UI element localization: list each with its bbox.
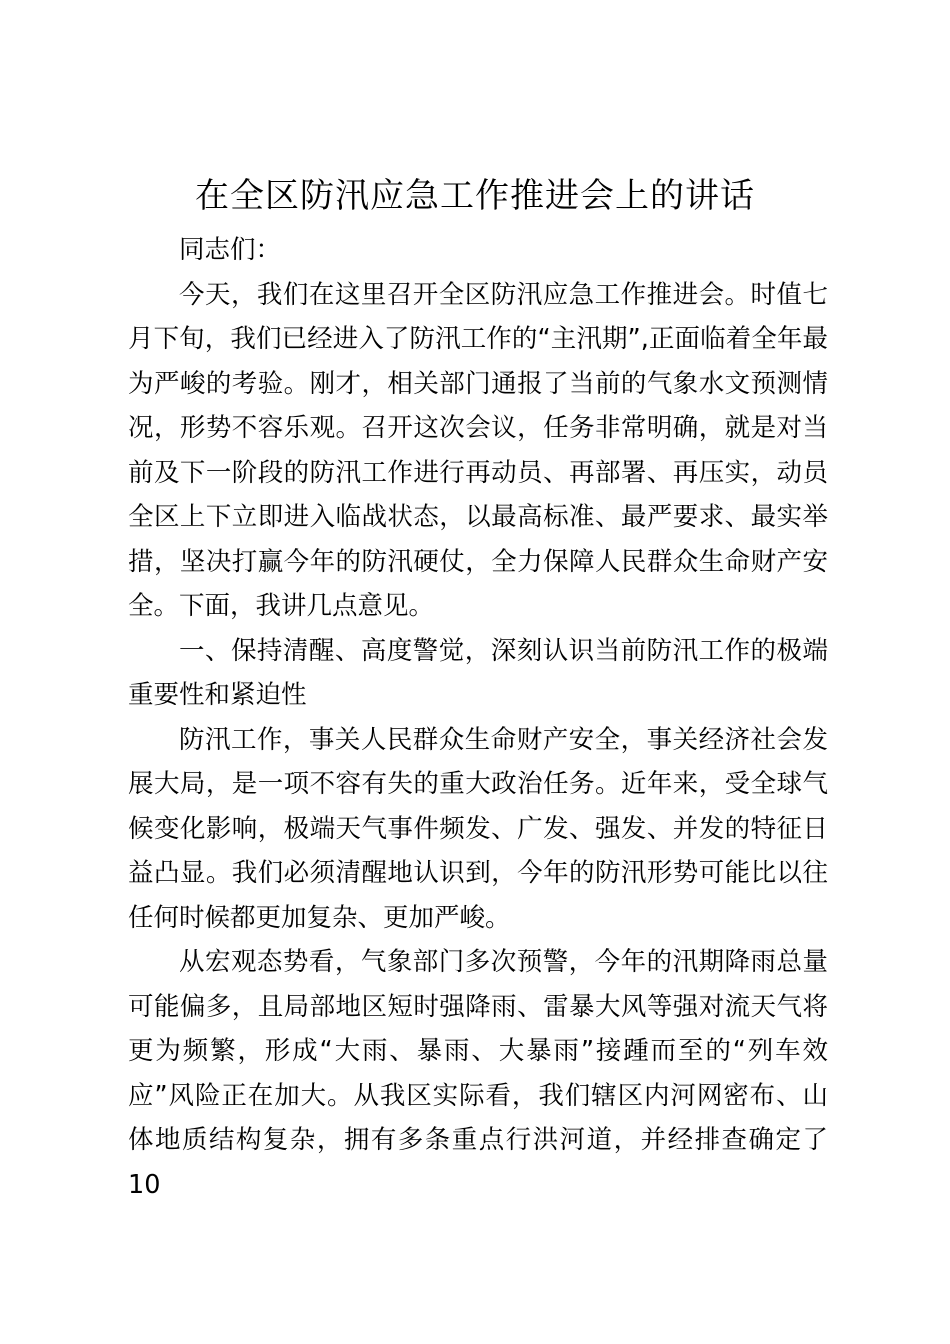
paragraph-intro: 今天，我们在这里召开全区防汛应急工作推进会。时值七月下旬，我们已经进入了防汛工作的“主汛期”,正面临着全年最为严峻的考验。刚才，相关部门通报了当前的气象水文预测情况，形势不容乐观。召开这次会议，任务非常明确，就是对当前及下一阶段的防汛工作进行再动员、再部署、再压实，动员全区上下立即进入临战状态，以最高标准、最严要求、最实举措，坚决打赢今年的防汛硬仗，全力保障人民群众生命财产安全。下面，我讲几点意见。	[128, 279, 828, 621]
section-heading-1: 一、保持清醒、高度警觉，深刻认识当前防汛工作的极端重要性和紧迫性	[128, 635, 828, 710]
paragraph-situation: 从宏观态势看，气象部门多次预警，今年的汛期降雨总量可能偏多，且局部地区短时强降雨、雷暴大风等强对流天气将更为频繁，形成“大雨、暴雨、大暴雨”接踵而至的“列车效应”风险正在加大。从我区实际看，我们辖区内河网密布、山体地质结构复杂，拥有多条重点行洪河道，并经排查确定了 10	[128, 947, 828, 1200]
document-title: 在全区防汛应急工作推进会上的讲话	[195, 176, 755, 216]
document-body	[128, 228, 828, 1207]
salutation: 同志们：	[179, 235, 282, 265]
paragraph-importance: 防汛工作，事关人民群众生命财产安全，事关经济社会发展大局，是一项不容有失的重大政治任务。近年来，受全球气候变化影响，极端天气事件频发、广发、强发、并发的特征日益凸显。我们必须清醒地认识到，今年的防汛形势可能比以往任何时候都更加复杂、更加严峻。	[128, 724, 828, 933]
